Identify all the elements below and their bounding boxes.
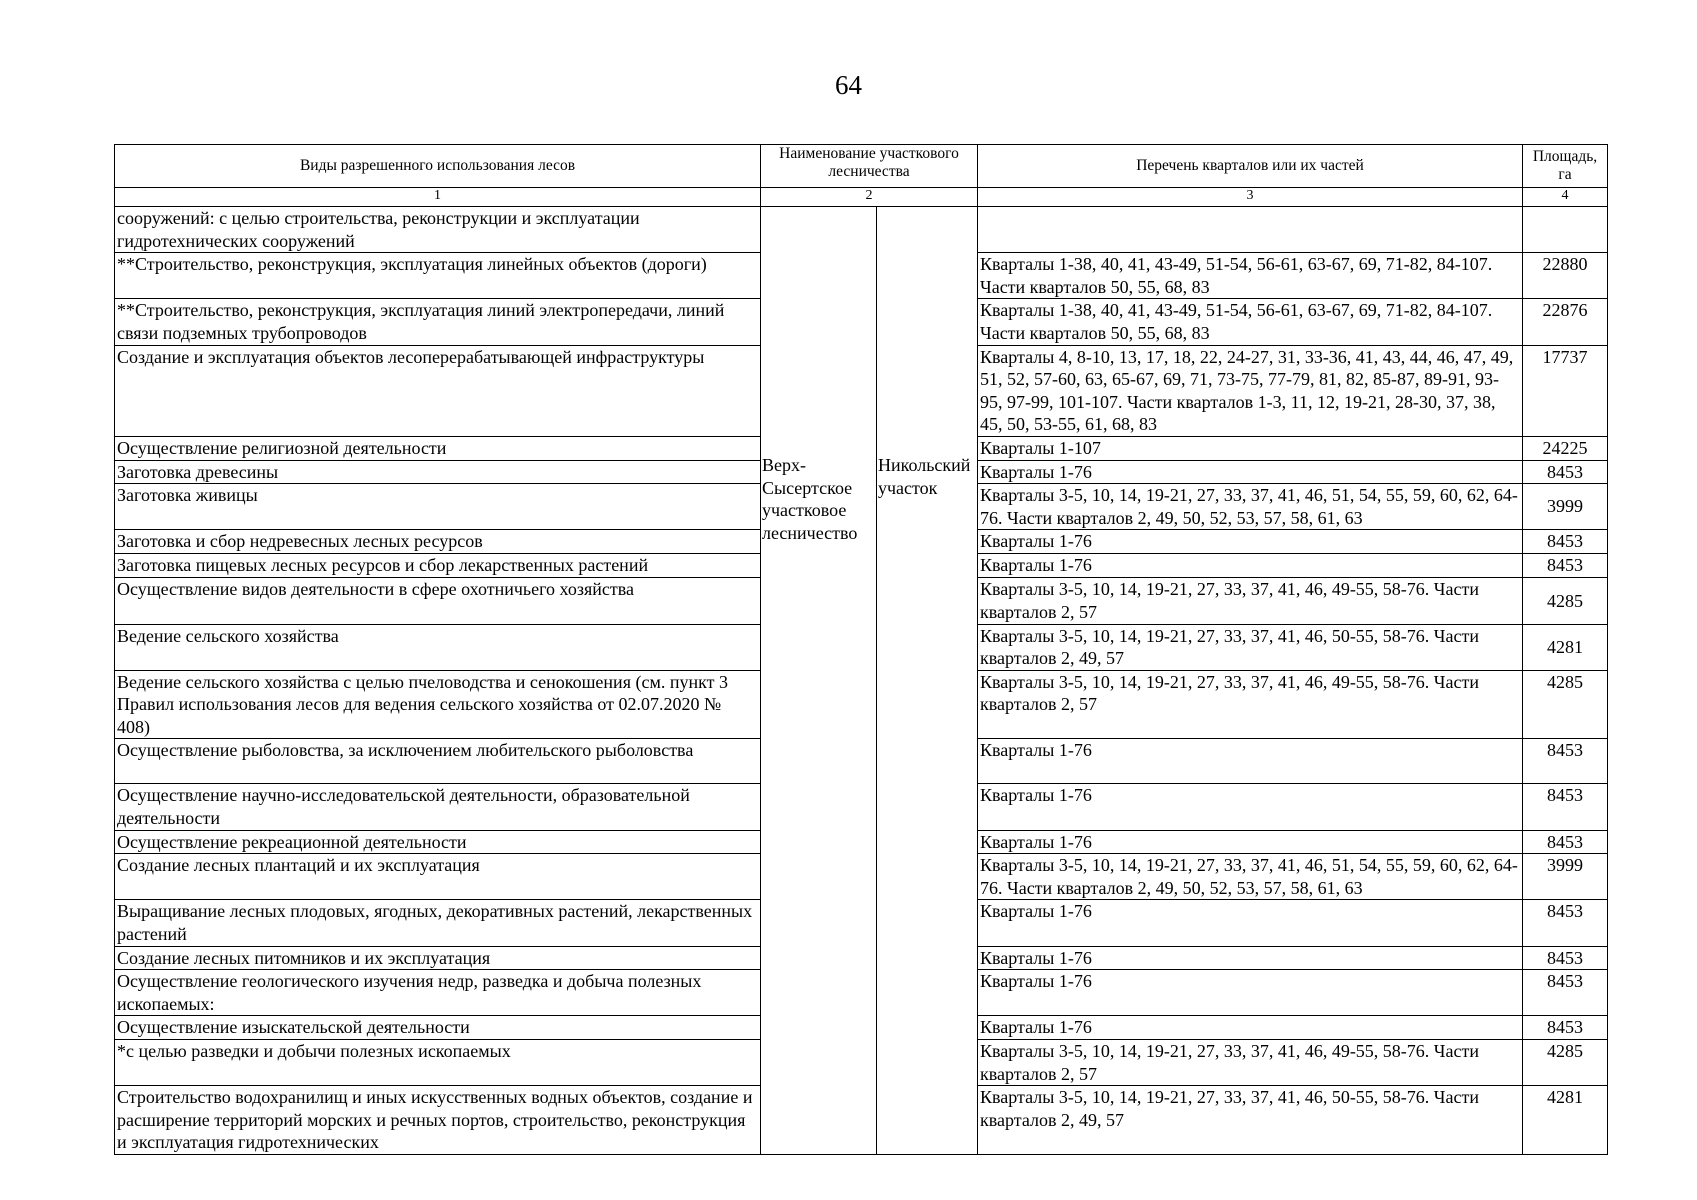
quarters-cell: Кварталы 1-107 — [978, 436, 1523, 460]
column-number: 3 — [978, 188, 1523, 207]
use-type-cell: Осуществление рыболовства, за исключением любительского рыболовства — [115, 739, 761, 784]
column-number: 4 — [1523, 188, 1608, 207]
quarters-cell: Кварталы 3-5, 10, 14, 19-21, 27, 33, 37, 41, 46, 50-55, 58-76. Части кварталов 2, 49, 57 — [978, 1086, 1523, 1155]
table-row — [115, 207, 1608, 253]
header-col-use: Виды разрешенного использования лесов — [115, 145, 761, 188]
header-col-area: Площадь, га — [1523, 145, 1608, 188]
quarters-cell: Кварталы 1-76 — [978, 900, 1523, 946]
area-cell: 8453 — [1523, 970, 1608, 1016]
area-cell: 22876 — [1523, 299, 1608, 345]
use-type-cell: **Строительство, реконструкция, эксплуатация линейных объектов (дороги) — [115, 253, 761, 299]
page-number: 64 — [835, 70, 862, 100]
use-type-cell: **Строительство, реконструкция, эксплуатация линий электропередачи, линий связи подземных трубопроводов — [115, 299, 761, 345]
use-type-cell: Ведение сельского хозяйства с целью пчеловодства и сенокошения (см. пункт 3 Правил использования лесов для ведения сельского хозяйства от 02.07.2020 № 408) — [115, 670, 761, 739]
quarters-cell: Кварталы 4, 8-10, 13, 17, 18, 22, 24-27, 31, 33-36, 41, 43, 44, 46, 47, 49, 51, 52, 57-60, 63, 65-67, 69, 71, 73-75, 77-79, 81, 82, 85-87, 89-91, 93-95, 97-99, 101-107. Части кварталов 1-3, 11, 12, 19-21, 28-30, 37, 38, 45, 50, 53-55, 61, 68, 83 — [978, 345, 1523, 436]
header-col-quarters: Перечень кварталов или их частей — [978, 145, 1523, 188]
area-cell: 22880 — [1523, 253, 1608, 299]
area-cell: 4285 — [1523, 578, 1608, 624]
area-cell: 8453 — [1523, 530, 1608, 554]
quarters-cell: Кварталы 1-76 — [978, 830, 1523, 854]
area-cell: 3999 — [1523, 484, 1608, 530]
quarters-cell: Кварталы 1-76 — [978, 970, 1523, 1016]
area-cell: 3999 — [1523, 854, 1608, 900]
use-type-cell: Заготовка и сбор недревесных лесных ресурсов — [115, 530, 761, 554]
quarters-cell: Кварталы 3-5, 10, 14, 19-21, 27, 33, 37, 41, 46, 51, 54, 55, 59, 60, 62, 64-76. Части кварталов 2, 49, 50, 52, 53, 57, 58, 61, 63 — [978, 854, 1523, 900]
quarters-cell: Кварталы 3-5, 10, 14, 19-21, 27, 33, 37, 41, 46, 49-55, 58-76. Части кварталов 2, 57 — [978, 670, 1523, 739]
section-name: Никольский участок — [878, 455, 971, 498]
section-name-cell — [877, 207, 978, 1155]
area-cell: 4285 — [1523, 670, 1608, 739]
area-cell: 24225 — [1523, 436, 1608, 460]
quarters-cell: Кварталы 1-76 — [978, 530, 1523, 554]
use-type-cell: Осуществление рекреационной деятельности — [115, 830, 761, 854]
area-cell: 8453 — [1523, 460, 1608, 484]
column-number-row — [115, 188, 1608, 207]
header-col-forestry: Наименование участкового лесничества — [761, 145, 978, 188]
quarters-cell: Кварталы 1-76 — [978, 784, 1523, 830]
quarters-cell: Кварталы 1-76 — [978, 739, 1523, 784]
quarters-cell: Кварталы 1-76 — [978, 1016, 1523, 1040]
quarters-cell: Кварталы 3-5, 10, 14, 19-21, 27, 33, 37, 41, 46, 49-55, 58-76. Части кварталов 2, 57 — [978, 1040, 1523, 1086]
use-type-cell: Выращивание лесных плодовых, ягодных, декоративных растений, лекарственных растений — [115, 900, 761, 946]
area-cell: 8453 — [1523, 554, 1608, 578]
use-type-cell: Создание и эксплуатация объектов лесоперерабатывающей инфраструктуры — [115, 345, 761, 436]
use-type-cell: Ведение сельского хозяйства — [115, 624, 761, 670]
quarters-cell: Кварталы 1-38, 40, 41, 43-49, 51-54, 56-61, 63-67, 69, 71-82, 84-107. Части кварталов 50, 55, 68, 83 — [978, 253, 1523, 299]
header-row — [115, 145, 1608, 188]
quarters-cell: Кварталы 1-76 — [978, 554, 1523, 578]
column-number: 1 — [115, 188, 761, 207]
use-type-cell: Заготовка древесины — [115, 460, 761, 484]
quarters-cell: Кварталы 1-38, 40, 41, 43-49, 51-54, 56-61, 63-67, 69, 71-82, 84-107. Части кварталов 50, 55, 68, 83 — [978, 299, 1523, 345]
use-type-cell: Осуществление изыскательской деятельности — [115, 1016, 761, 1040]
quarters-cell: Кварталы 3-5, 10, 14, 19-21, 27, 33, 37, 41, 46, 51, 54, 55, 59, 60, 62, 64-76. Части кварталов 2, 49, 50, 52, 53, 57, 58, 61, 63 — [978, 484, 1523, 530]
quarters-cell: Кварталы 3-5, 10, 14, 19-21, 27, 33, 37, 41, 46, 50-55, 58-76. Части кварталов 2, 49, 57 — [978, 624, 1523, 670]
area-cell: 8453 — [1523, 784, 1608, 830]
use-type-cell: Создание лесных питомников и их эксплуатация — [115, 946, 761, 970]
quarters-cell: Кварталы 1-76 — [978, 460, 1523, 484]
use-type-cell: Осуществление научно-исследовательской деятельности, образовательной деятельности — [115, 784, 761, 830]
use-type-cell: Осуществление видов деятельности в сфере охотничьего хозяйства — [115, 578, 761, 624]
area-cell: 4285 — [1523, 1040, 1608, 1086]
forest-use-table — [114, 144, 1608, 1155]
use-type-cell: *с целью разведки и добычи полезных ископаемых — [115, 1040, 761, 1086]
use-type-cell: Заготовка живицы — [115, 484, 761, 530]
column-number: 2 — [761, 188, 978, 207]
use-type-cell: Строительство водохранилищ и иных искусственных водных объектов, создание и расширение территорий морских и речных портов, строительство, реконструкция и эксплуатация гидротехнических — [115, 1086, 761, 1155]
area-cell: 8453 — [1523, 1016, 1608, 1040]
area-cell: 8453 — [1523, 739, 1608, 784]
area-cell: 17737 — [1523, 345, 1608, 436]
table-body — [115, 145, 1608, 1155]
area-cell: 8453 — [1523, 946, 1608, 970]
quarters-cell: Кварталы 1-76 — [978, 946, 1523, 970]
use-type-cell: сооружений: с целью строительства, реконструкции и эксплуатации гидротехнических сооружений — [115, 207, 761, 253]
area-cell: 8453 — [1523, 900, 1608, 946]
use-type-cell: Осуществление геологического изучения недр, разведка и добыча полезных ископаемых: — [115, 970, 761, 1016]
quarters-cell: Кварталы 3-5, 10, 14, 19-21, 27, 33, 37, 41, 46, 49-55, 58-76. Части кварталов 2, 57 — [978, 578, 1523, 624]
use-type-cell: Создание лесных плантаций и их эксплуатация — [115, 854, 761, 900]
forestry-name: Верх-Сысертское участковое лесничество — [762, 455, 858, 543]
use-type-cell: Заготовка пищевых лесных ресурсов и сбор лекарственных растений — [115, 554, 761, 578]
use-type-cell: Осуществление религиозной деятельности — [115, 436, 761, 460]
forestry-name-cell — [761, 207, 877, 1155]
quarters-cell — [978, 207, 1523, 253]
area-cell: 4281 — [1523, 624, 1608, 670]
area-cell — [1523, 207, 1608, 253]
area-cell: 4281 — [1523, 1086, 1608, 1155]
area-cell: 8453 — [1523, 830, 1608, 854]
